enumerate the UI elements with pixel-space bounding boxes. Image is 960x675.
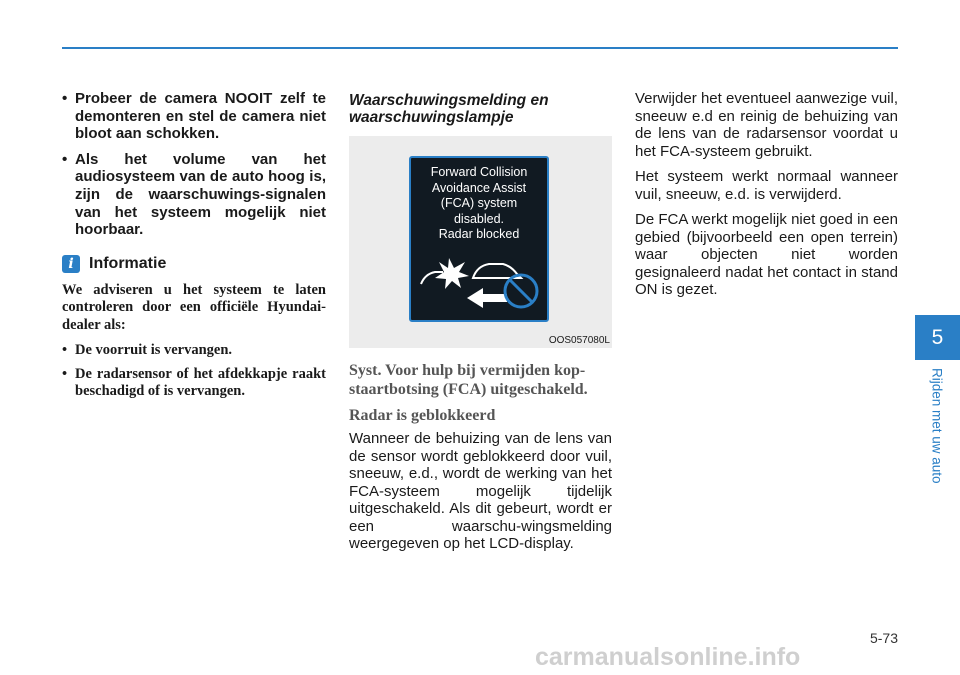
- list-item: • De voorruit is vervangen.: [62, 342, 326, 360]
- figure-code: OOS057080L: [548, 335, 610, 346]
- impact-star-icon: [435, 258, 469, 289]
- info-icon: i: [62, 255, 80, 273]
- column-right: [635, 90, 898, 307]
- list-item: • De radarsensor of het afdekkapje raakt beschadigd of is vervangen.: [62, 366, 326, 401]
- list-item: • Probeer de camera NOOIT zelf te demonteren en stel de camera niet bloot aan schokken.: [62, 90, 326, 143]
- watermark: carmanualsonline.info: [535, 643, 801, 671]
- caption-message: Syst. Voor hulp bij vermijden kop-staartbotsing (FCA) uitgeschakeld.: [349, 362, 588, 398]
- info-body: [62, 282, 326, 401]
- column-left: [62, 90, 326, 407]
- info-intro: We adviseren u het systeem te laten controleren door een officiële Hyundai-dealer als:: [62, 281, 326, 333]
- display-message: Forward Collision Avoidance Assist (FCA) system disabled. Radar blocked: [430, 165, 528, 242]
- page-number: 5-73: [869, 630, 898, 646]
- collision-warning-icon: [411, 158, 547, 320]
- chapter-tab: 5: [915, 315, 960, 360]
- list-item: • Als het volume van het audiosysteem van de auto hoog is, zijn de waarschuwings-signalen van het systeem mogelijk niet hoorbaar.: [62, 151, 326, 239]
- header-rule: [62, 47, 898, 49]
- info-heading: [62, 255, 326, 273]
- chapter-label-text: Rijden met uw auto: [929, 368, 945, 484]
- no-entry-icon: [505, 275, 537, 307]
- info-title: Informatie: [89, 254, 167, 272]
- cluster-display: [409, 156, 549, 322]
- section-title: Waarschuwingsmelding en waarschuwingslampje: [349, 92, 549, 126]
- column-middle: [349, 92, 612, 561]
- body-text: [349, 430, 612, 553]
- caption-subtitle: Radar is geblokkeerd: [349, 407, 496, 424]
- arrow-left-icon: [467, 288, 507, 308]
- warning-bullets: [62, 90, 326, 239]
- paragraph: Het systeem werkt normaal wanneer vuil, sneeuw, e.d. is verwijderd.: [635, 168, 898, 203]
- paragraph: Verwijder het eventueel aanwezige vuil, sneeuw e.d en reinig de behuizing van de lens van de radarsensor voordat u het FCA-systeem gebruikt.: [635, 90, 898, 160]
- paragraph: Wanneer de behuizing van de lens van de sensor wordt geblokkeerd door vuil, sneeuw, e.d., wordt de werking van het FCA-systeem mogelijk tijdelijk uitgeschakeld. Als dit gebeurt, wordt er een waarschu-wingsmelding weergegeven op het LCD-display.: [349, 430, 612, 552]
- paragraph: De FCA werkt mogelijk niet goed in een gebied (bijvoorbeeld een open terrein) waar objecten niet worden gesignaleerd nadat het contact in stand ON is gezet.: [635, 211, 898, 298]
- info-bullets: [62, 342, 326, 401]
- chapter-label: [926, 368, 948, 498]
- warning-figure: [349, 136, 612, 348]
